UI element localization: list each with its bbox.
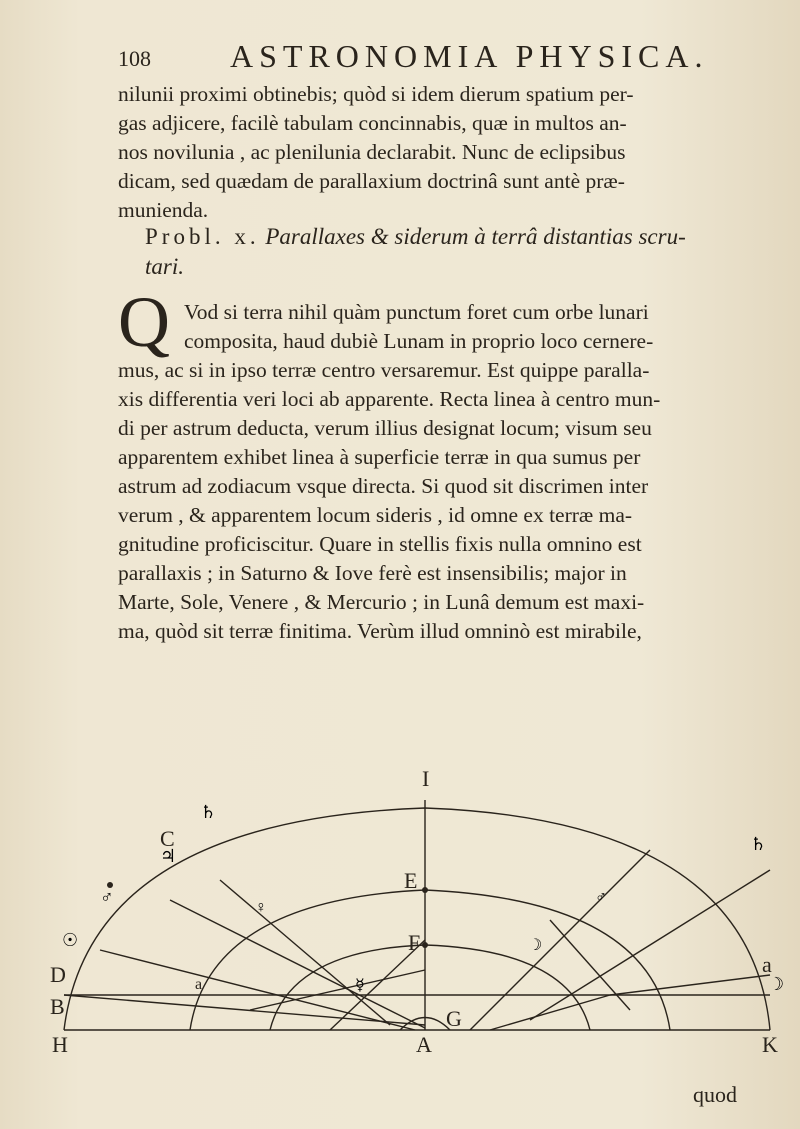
parallax-diagram	[50, 766, 785, 1060]
figure-label-right-a: a	[762, 952, 772, 977]
text-line: composita, haud dubiè Lunam in proprio loco cernere-	[184, 329, 654, 353]
text-line: dicam, sed quædam de parallaxium doctrinâ sunt antè præ-	[118, 169, 625, 193]
running-title: ASTRONOMIA PHYSICA.	[230, 38, 709, 74]
text-line: apparentem exhibet linea à superficie terræ in qua sumus per	[118, 445, 641, 469]
moon-right-icon: ☽	[528, 937, 543, 954]
ray-line	[490, 995, 610, 1030]
page-header	[118, 36, 718, 76]
paragraph-1	[118, 80, 768, 225]
figure-label-b: B	[50, 994, 65, 1019]
parallax-diagram-svg	[50, 780, 785, 1060]
saturn-icon: ♄	[200, 802, 217, 822]
saturn-right-icon: ♄	[750, 834, 767, 854]
text-line: munienda.	[118, 198, 209, 222]
text-line: Marte, Sole, Venere , & Mercurio ; in Lunâ demum est maxi-	[118, 590, 645, 614]
text-line: Vod si terra nihil quàm punctum foret cum orbe lunari	[184, 300, 649, 324]
moon-point	[422, 887, 428, 893]
text-line: verum , & apparentem locum sideris , id omne ex terræ ma-	[118, 503, 633, 527]
problem-heading	[145, 222, 765, 279]
text-line: nos novilunia , ac plenilunia declarabit. Nunc de eclipsibus	[118, 140, 626, 164]
figure-label-left-a: a	[195, 976, 203, 993]
text-line: gas adjicere, facilè tabulam concinnabis, quæ in multos an-	[118, 111, 627, 135]
problem-label: Probl. x.	[145, 224, 260, 249]
mars-icon: ♂	[100, 887, 114, 907]
text-line: gnitudine proficiscitur. Quare in stellis fixis nulla omnino est	[118, 532, 642, 556]
ray-line	[250, 970, 425, 1010]
ray-line	[610, 975, 770, 995]
mars-right-icon: ♂	[595, 889, 607, 906]
text-line: parallaxis ; in Saturno & Iove ferè est insensibilis; major in	[118, 561, 627, 585]
ray-line	[64, 995, 425, 1025]
ray-line	[170, 900, 425, 1028]
paragraph-2	[118, 298, 768, 646]
sun-icon: ☉	[62, 930, 79, 950]
figure-label-c: C	[160, 826, 175, 851]
ray-line	[100, 950, 415, 1030]
figure-label-e: E	[404, 868, 418, 893]
figure-label-f: F	[408, 930, 421, 955]
text-line: mus, ac si in ipso terræ centro versaremur. Est quippe paralla-	[118, 358, 650, 382]
problem-title: Parallaxes & siderum à terrâ distantias scru-	[265, 224, 686, 249]
drop-capital: Q	[118, 282, 170, 362]
figure-label-d: D	[50, 962, 66, 987]
text-line: di per astrum deducta, verum illius designat locum; visum seu	[118, 416, 652, 440]
figure-label-g: G	[446, 1006, 462, 1031]
moon-edge-icon: ☽	[768, 974, 785, 994]
text-line: astrum ad zodiacum vsque directa. Si quod sit discrimen inter	[118, 474, 649, 498]
problem-title-continued: tari.	[145, 254, 184, 279]
figure-label-top: I	[422, 766, 430, 791]
text-line: nilunii proximi obtinebis; quòd si idem dierum spatium per-	[118, 82, 634, 106]
ray-line	[530, 870, 770, 1020]
catchword: quod	[693, 1082, 737, 1107]
planet-point	[422, 942, 428, 948]
page-number: 108	[118, 46, 151, 71]
figure-label-k: K	[762, 1032, 778, 1057]
figure-label-a: A	[416, 1032, 432, 1057]
jupiter-icon: ♃	[160, 846, 177, 866]
text-line: xis differentia veri loci ab apparente. Recta linea à centro mun-	[118, 387, 661, 411]
figure-label-h: H	[52, 1032, 68, 1057]
mercury-icon: ☿	[355, 977, 365, 994]
venus-icon: ♀	[255, 899, 267, 916]
text-line: ma, quòd sit terræ finitima. Verùm illud omninò est mirabile,	[118, 619, 642, 643]
